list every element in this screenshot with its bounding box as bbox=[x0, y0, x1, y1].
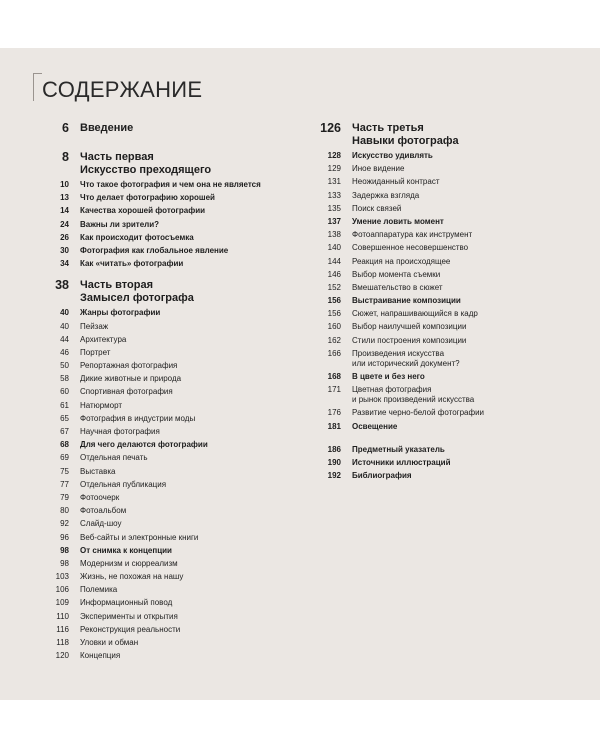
toc-entry bbox=[312, 217, 552, 227]
entry-title: Поиск связей bbox=[352, 203, 402, 213]
toc-entry bbox=[40, 638, 280, 648]
entry-title: Задержка взгляда bbox=[352, 190, 420, 200]
page-number: 6 bbox=[62, 121, 69, 135]
page-number: 181 bbox=[327, 421, 341, 431]
page-number: 168 bbox=[327, 372, 341, 381]
page-number: 96 bbox=[60, 532, 69, 542]
toc-entry bbox=[40, 493, 280, 503]
page-number: 10 bbox=[60, 180, 69, 189]
page-number: 128 bbox=[327, 151, 341, 160]
toc-entry bbox=[312, 422, 552, 432]
page-number: 131 bbox=[327, 177, 341, 187]
toc-right-column bbox=[312, 122, 552, 484]
toc-entry bbox=[312, 322, 552, 332]
entry-title: Что делает фотографию хорошей bbox=[80, 193, 215, 203]
page-number: 40 bbox=[60, 308, 69, 318]
page-number: 58 bbox=[60, 374, 69, 384]
entry-title: Реакция на происходящее bbox=[352, 256, 451, 266]
entry-title: Как происходит фотосъемка bbox=[80, 232, 194, 242]
toc-entry bbox=[312, 309, 552, 319]
page-number: 46 bbox=[60, 347, 69, 357]
toc-entry bbox=[312, 385, 552, 405]
entry-title: Жанры фотографии bbox=[80, 308, 161, 318]
toc-entry bbox=[40, 401, 280, 411]
entry-title: Выбор момента съемки bbox=[352, 269, 441, 279]
page-number: 30 bbox=[60, 245, 69, 255]
toc-entry bbox=[312, 204, 552, 214]
toc-entry bbox=[40, 206, 280, 216]
entry-title: Сюжет, напрашивающийся в кадр bbox=[352, 309, 478, 319]
page-number: 44 bbox=[60, 334, 69, 344]
entry-title: Важны ли зрители? bbox=[80, 219, 160, 229]
part-title: Навыки фотографа bbox=[352, 135, 459, 147]
entry-title: Неожиданный контраст bbox=[352, 177, 440, 187]
page-number: 133 bbox=[327, 190, 341, 200]
toc-entry bbox=[312, 257, 552, 267]
page-number: 60 bbox=[60, 387, 69, 397]
page-number: 120 bbox=[55, 651, 69, 661]
entry-title: Вмешательство в сюжет bbox=[352, 282, 443, 292]
toc-entry bbox=[40, 335, 280, 345]
entry-title: От снимка к концепции bbox=[80, 545, 172, 555]
page-number: 135 bbox=[327, 203, 341, 213]
toc-left-column bbox=[40, 122, 280, 664]
toc-entry bbox=[40, 259, 280, 269]
page-number: 98 bbox=[60, 545, 69, 555]
toc-entry-list bbox=[40, 308, 280, 661]
toc-entry bbox=[40, 651, 280, 661]
part-title: Искусство преходящего bbox=[80, 164, 212, 176]
entry-title: Отдельная публикация bbox=[80, 479, 167, 489]
page-number: 68 bbox=[60, 440, 69, 450]
page-number: 50 bbox=[60, 361, 69, 371]
page-number: 106 bbox=[55, 585, 69, 595]
toc-entry bbox=[312, 270, 552, 280]
page-number: 176 bbox=[327, 408, 341, 418]
toc-entry bbox=[40, 322, 280, 332]
toc-entry bbox=[312, 164, 552, 174]
page-number: 103 bbox=[55, 572, 69, 582]
toc-entry bbox=[312, 408, 552, 418]
toc-entry bbox=[40, 572, 280, 582]
book-page bbox=[0, 48, 600, 700]
entry-title: Предметный указатель bbox=[352, 444, 445, 454]
page-number: 24 bbox=[60, 219, 69, 229]
entry-title: Дикие животные и природа bbox=[80, 374, 182, 384]
toc-intro bbox=[40, 122, 280, 135]
toc-entry bbox=[312, 458, 552, 468]
entry-title: Фотоочерк bbox=[80, 492, 120, 502]
page-number: 156 bbox=[327, 296, 341, 306]
entry-title: Как «читать» фотографии bbox=[80, 259, 184, 269]
toc-entry-list bbox=[40, 180, 280, 269]
entry-title: Качества хорошей фотографии bbox=[80, 206, 206, 216]
entry-title: Отдельная печать bbox=[80, 453, 148, 463]
entry-title: Искусство удивлять bbox=[352, 151, 433, 160]
entry-title: Портрет bbox=[80, 347, 111, 357]
entry-title: Реконструкция реальности bbox=[80, 624, 181, 634]
toc-entry bbox=[40, 193, 280, 203]
entry-title: Концепция bbox=[80, 651, 121, 661]
toc-entry bbox=[40, 506, 280, 516]
entry-title: Библиография bbox=[352, 471, 412, 481]
entry-title: Слайд-шоу bbox=[80, 519, 122, 529]
toc-entry bbox=[40, 387, 280, 397]
toc-entry bbox=[40, 533, 280, 543]
entry-title-continued: и рынок произведений искусства bbox=[352, 395, 475, 405]
page-number: 152 bbox=[327, 282, 341, 292]
page-number: 8 bbox=[62, 150, 69, 164]
toc-entry bbox=[312, 471, 552, 481]
toc-part-heading bbox=[312, 122, 552, 148]
entry-title: Фотография как глобальное явление bbox=[80, 245, 229, 255]
entry-title: Архитектура bbox=[80, 334, 127, 344]
page-number: 162 bbox=[327, 335, 341, 345]
entry-title: Веб-сайты и электронные книги bbox=[80, 532, 199, 542]
page-number: 192 bbox=[327, 471, 341, 481]
toc-entry bbox=[312, 177, 552, 187]
toc-entry bbox=[40, 480, 280, 490]
entry-title: Выставка bbox=[80, 466, 116, 476]
page-number: 109 bbox=[55, 598, 69, 608]
page-number: 156 bbox=[327, 309, 341, 319]
page-number: 69 bbox=[60, 453, 69, 463]
entry-title: Жизнь, не похожая на нашу bbox=[80, 572, 184, 582]
toc-entry bbox=[312, 191, 552, 201]
toc-part-heading bbox=[40, 279, 280, 305]
part-title: Замысел фотографа bbox=[80, 292, 194, 305]
entry-title: Выбор наилучшей композиции bbox=[352, 322, 467, 332]
part-label: Часть первая bbox=[80, 151, 154, 163]
page-number: 61 bbox=[60, 400, 69, 410]
page-number: 80 bbox=[60, 506, 69, 516]
entry-title: Цветная фотография bbox=[352, 385, 432, 395]
toc-entry bbox=[40, 374, 280, 384]
page-number: 67 bbox=[60, 427, 69, 436]
page-number: 146 bbox=[327, 269, 341, 279]
toc-entry bbox=[40, 546, 280, 556]
page-number: 116 bbox=[56, 624, 69, 634]
toc-entry bbox=[312, 349, 552, 369]
page-number: 110 bbox=[56, 611, 69, 621]
page-number: 14 bbox=[60, 206, 69, 216]
page-number: 140 bbox=[327, 243, 341, 253]
page-number: 118 bbox=[56, 638, 69, 647]
page-number: 137 bbox=[327, 216, 341, 226]
page-title: СОДЕРЖАНИЕ bbox=[42, 77, 203, 102]
entry-title: Выстраивание композиции bbox=[352, 296, 461, 306]
toc-entry bbox=[312, 445, 552, 455]
toc-entry bbox=[312, 230, 552, 240]
toc-part-heading bbox=[40, 151, 280, 177]
toc-entry bbox=[40, 467, 280, 477]
toc-entry bbox=[40, 453, 280, 463]
entry-title: Развитие черно-белой фотографии bbox=[352, 408, 485, 418]
page-number: 186 bbox=[327, 444, 341, 454]
page-number: 77 bbox=[60, 479, 69, 489]
toc-entry-list bbox=[312, 151, 552, 432]
entry-title: Стили построения композиции bbox=[352, 335, 467, 345]
entry-title: Что такое фотография и чем она не является bbox=[80, 180, 261, 189]
toc-entry bbox=[40, 361, 280, 371]
page-number: 138 bbox=[327, 230, 341, 240]
toc-entry bbox=[312, 151, 552, 161]
toc-entry bbox=[40, 598, 280, 608]
entry-title: Произведения искусства bbox=[352, 348, 445, 358]
page-number: 75 bbox=[60, 466, 69, 476]
page-number: 171 bbox=[327, 385, 341, 395]
part-title: Введение bbox=[80, 122, 134, 134]
entry-title: Пейзаж bbox=[80, 321, 109, 331]
page-number: 13 bbox=[60, 193, 69, 203]
entry-title: Эксперименты и открытия bbox=[80, 611, 178, 621]
page-number: 126 bbox=[320, 121, 341, 135]
toc-entry-list bbox=[312, 445, 552, 481]
entry-title: Полемика bbox=[80, 585, 118, 595]
entry-title: Фотоаппаратура как инструмент bbox=[352, 230, 473, 240]
entry-title: Научная фотография bbox=[80, 427, 160, 436]
page-number: 65 bbox=[60, 413, 69, 423]
entry-title: Совершенное несовершенство bbox=[352, 243, 469, 253]
entry-title: Фотография в индустрии моды bbox=[80, 413, 196, 423]
toc-entry bbox=[312, 336, 552, 346]
page-number: 38 bbox=[55, 278, 69, 293]
page-number: 160 bbox=[327, 322, 341, 332]
toc-entry bbox=[312, 372, 552, 382]
page-number: 144 bbox=[327, 256, 341, 266]
entry-title: В цвете и без него bbox=[352, 372, 425, 381]
entry-title: Умение ловить момент bbox=[352, 216, 444, 226]
toc-entry bbox=[40, 180, 280, 190]
toc-entry bbox=[40, 427, 280, 437]
entry-title: Для чего делаются фотографии bbox=[80, 440, 208, 450]
toc-entry bbox=[40, 220, 280, 230]
page-number: 79 bbox=[60, 492, 69, 502]
page-number: 129 bbox=[327, 164, 341, 174]
entry-title: Натюрморт bbox=[80, 400, 123, 410]
toc-entry bbox=[40, 612, 280, 622]
toc-entry bbox=[40, 440, 280, 450]
page-number: 98 bbox=[60, 558, 69, 568]
entry-title: Модернизм и сюрреализм bbox=[80, 558, 178, 568]
toc-entry bbox=[40, 559, 280, 569]
page-number: 166 bbox=[327, 348, 341, 358]
entry-title: Информационный повод bbox=[80, 598, 173, 608]
toc-entry bbox=[40, 246, 280, 256]
toc-entry bbox=[40, 585, 280, 595]
entry-title: Спортивная фотография bbox=[80, 387, 173, 397]
page-number: 92 bbox=[60, 519, 69, 529]
entry-title: Освещение bbox=[352, 421, 398, 431]
toc-entry bbox=[40, 625, 280, 635]
page-number: 26 bbox=[60, 232, 69, 242]
toc-entry bbox=[40, 414, 280, 424]
toc-entry bbox=[312, 283, 552, 293]
toc-entry bbox=[40, 519, 280, 529]
corner-mark bbox=[33, 73, 42, 101]
toc-entry bbox=[312, 243, 552, 253]
toc-entry bbox=[40, 233, 280, 243]
page-number: 40 bbox=[60, 321, 69, 331]
entry-title: Фотоальбом bbox=[80, 506, 127, 516]
entry-title: Репортажная фотография bbox=[80, 361, 178, 371]
toc-entry bbox=[312, 296, 552, 306]
entry-title: Источники иллюстраций bbox=[352, 457, 451, 467]
entry-title: Уловки и обман bbox=[80, 638, 139, 647]
entry-title-continued: или исторический документ? bbox=[352, 358, 460, 368]
part-label: Часть вторая bbox=[80, 279, 154, 292]
part-label: Часть третья bbox=[352, 122, 424, 134]
toc-entry bbox=[40, 308, 280, 318]
entry-title: Иное видение bbox=[352, 164, 405, 174]
page-number: 190 bbox=[327, 457, 341, 467]
page-number: 34 bbox=[60, 259, 69, 269]
toc-entry bbox=[40, 348, 280, 358]
